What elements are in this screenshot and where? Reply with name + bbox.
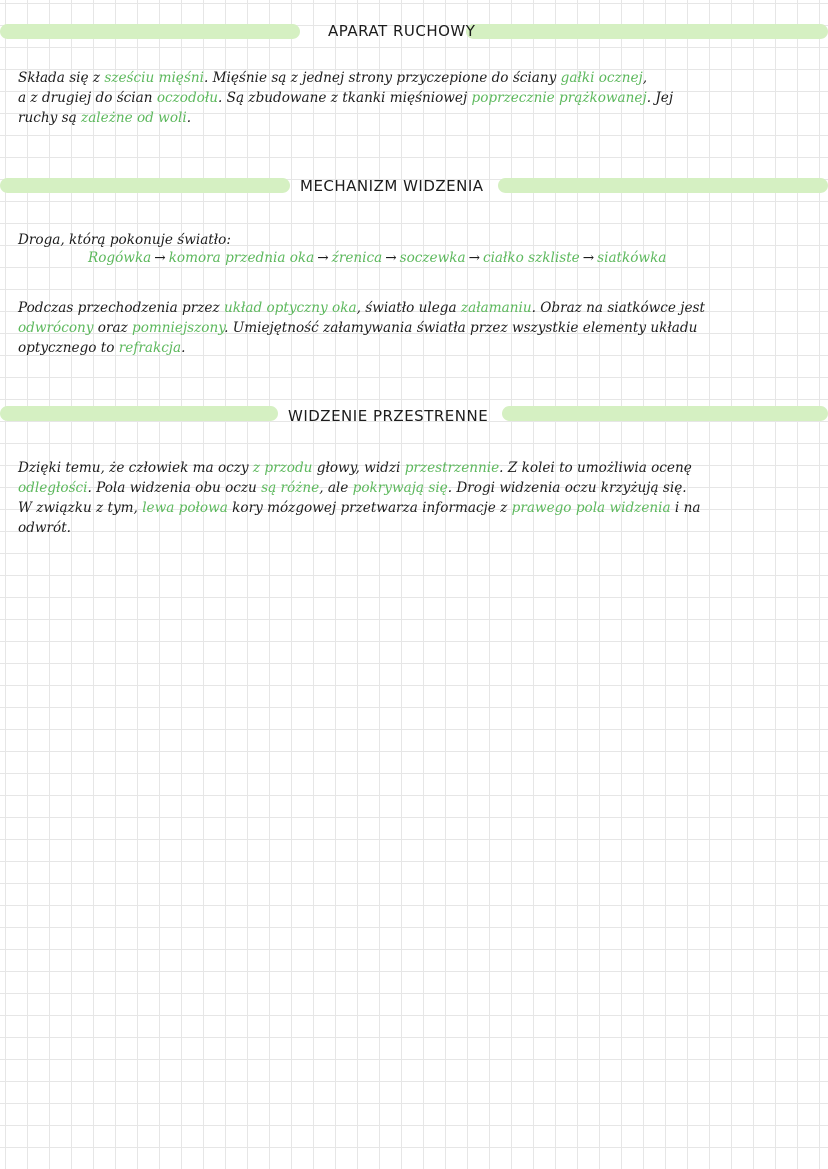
heading-bar-right-1	[466, 24, 828, 39]
text-segment: kory mózgowej przetwarza informacje z	[227, 500, 512, 516]
section-title-mechanizm-widzenia: MECHANIZM WIDZENIA	[300, 177, 484, 195]
text-line	[18, 478, 814, 498]
heading-bar-left-2	[0, 178, 290, 193]
highlighted-term: zależne od woli	[81, 110, 187, 126]
text-segment: . Z kolei to umożliwia ocenę	[499, 460, 692, 476]
heading-bar-right-3	[502, 406, 828, 421]
highlighted-term: refrakcja	[118, 340, 182, 356]
text-segment: optycznego to	[18, 340, 119, 356]
text-segment: Składa się z	[18, 70, 105, 86]
text-segment: ruchy są	[18, 110, 82, 126]
highlighted-term: pomniejszony	[132, 320, 225, 336]
path-step: siatkówka	[597, 250, 667, 266]
text-segment: odwrót.	[18, 520, 71, 536]
text-segment: . Drogi widzenia oczu krzyżują się.	[447, 480, 687, 496]
arrow-icon: →	[385, 250, 397, 266]
heading-bar-left-1	[0, 24, 300, 39]
path-step: komora przednia oka	[168, 250, 315, 266]
section-body-widzenie-przestrenne	[18, 458, 814, 538]
text-line	[18, 88, 814, 108]
text-segment: i na	[670, 500, 701, 516]
light-path-intro: Droga, którą pokonuje światło:	[18, 232, 231, 248]
text-segment: . Obraz na siatkówce jest	[531, 300, 705, 316]
text-line	[18, 108, 814, 128]
text-segment: .	[186, 110, 192, 126]
text-segment: . Są zbudowane z tkanki mięśniowej	[218, 90, 472, 106]
text-segment: W związku z tym,	[18, 500, 143, 516]
highlighted-term: lewa połowa	[142, 500, 228, 516]
text-line	[18, 458, 814, 478]
text-segment: a z drugiej do ścian	[18, 90, 157, 106]
highlighted-term: sześciu mięśni	[104, 70, 204, 86]
highlighted-term: są różne	[261, 480, 320, 496]
path-step: źrenica	[331, 250, 383, 266]
light-path-chain	[88, 250, 666, 266]
arrow-icon: →	[154, 250, 166, 266]
highlighted-term: odwrócony	[18, 320, 94, 336]
highlighted-term: oczodołu	[156, 90, 219, 106]
text-line	[18, 68, 814, 88]
highlighted-term: przestrzennie	[404, 460, 500, 476]
arrow-icon: →	[317, 250, 329, 266]
text-segment: Dzięki temu, że człowiek ma oczy	[18, 460, 253, 476]
text-segment: . Mięśnie są z jednej strony przyczepione do ściany	[203, 70, 561, 86]
text-segment: . Pola widzenia obu oczu	[87, 480, 262, 496]
highlighted-term: gałki ocznej	[560, 70, 643, 86]
text-segment: , ale	[319, 480, 353, 496]
path-step: soczewka	[399, 250, 466, 266]
text-segment: . Umiejętność załamywania światła przez wszystkie elementy układu	[224, 320, 698, 336]
text-segment: oraz	[93, 320, 133, 336]
path-step: Rogówka	[88, 250, 152, 266]
heading-bar-right-2	[498, 178, 828, 193]
highlighted-term: odległości	[18, 480, 88, 496]
section-title-widzenie-przestrenne: WIDZENIE PRZESTRENNE	[288, 407, 489, 425]
text-line	[18, 338, 814, 358]
highlighted-term: z przodu	[252, 460, 313, 476]
text-line	[18, 298, 814, 318]
highlighted-term: prawego pola widzenia	[511, 500, 671, 516]
highlighted-term: załamaniu	[460, 300, 532, 316]
arrow-icon: →	[468, 250, 480, 266]
heading-bar-left-3	[0, 406, 278, 421]
highlighted-term: pokrywają się	[352, 480, 448, 496]
highlighted-term: poprzecznie prążkowanej	[471, 90, 647, 106]
text-segment: .	[181, 340, 186, 356]
text-segment: , światło ulega	[356, 300, 461, 316]
arrow-icon: →	[582, 250, 595, 266]
text-segment: ,	[642, 70, 648, 86]
text-segment: głowy, widzi	[312, 460, 405, 476]
text-line	[18, 498, 814, 518]
text-line	[18, 518, 814, 538]
section-body-aparat-ruchowy	[18, 68, 814, 128]
text-segment: Podczas przechodzenia przez	[18, 300, 224, 316]
section-body-mechanizm-widzenia	[18, 298, 814, 358]
path-step: ciałko szkliste	[482, 250, 580, 266]
text-segment: . Jej	[646, 90, 674, 106]
highlighted-term: układ optyczny oka	[223, 300, 357, 316]
text-line	[18, 318, 814, 338]
section-title-aparat-ruchowy: APARAT RUCHOWY	[328, 22, 476, 40]
